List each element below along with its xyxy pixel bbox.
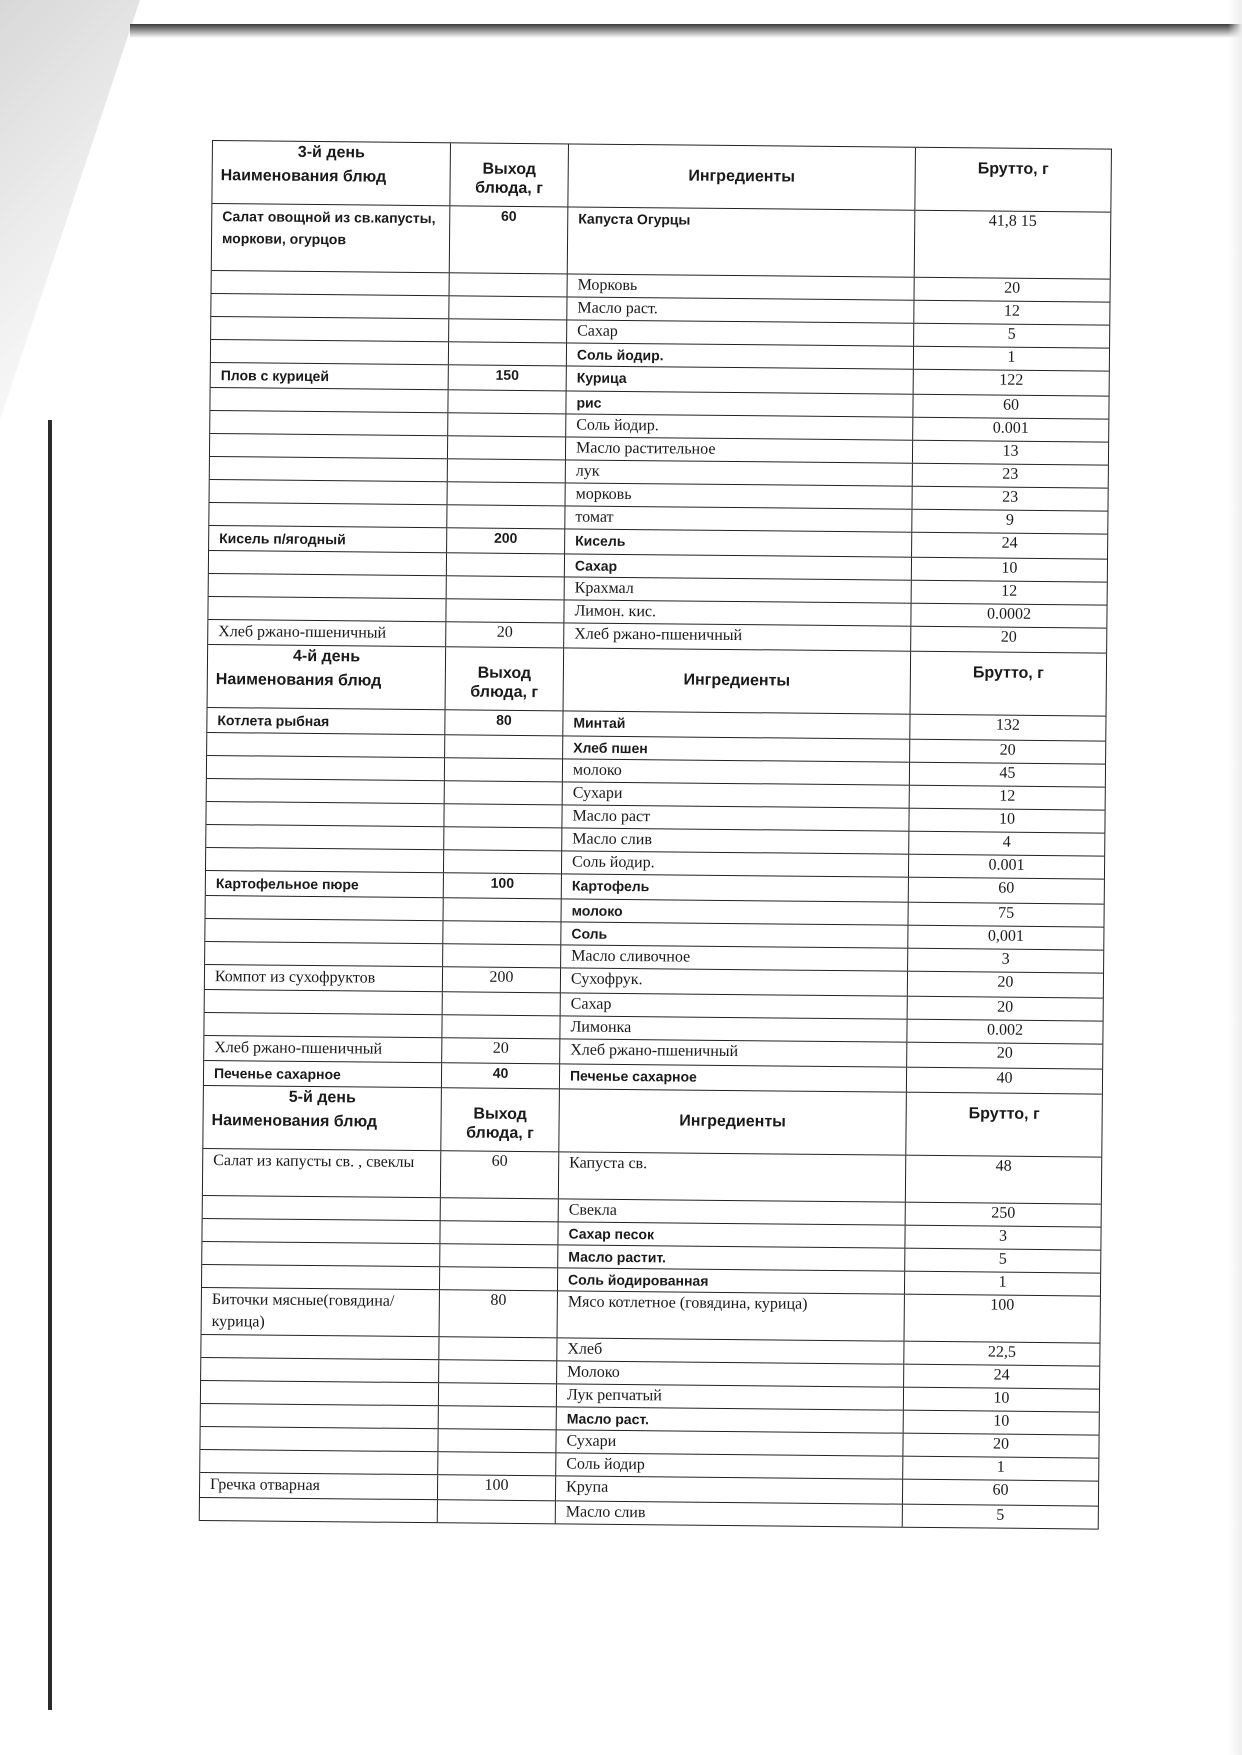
yield-cell [440,1244,558,1267]
brutto-cell: 122 [999,371,1024,389]
dish-name-cell [204,1013,442,1037]
ingredient-cell: Соль йодир. [566,414,913,439]
ingredient-cell: Соль йодир [556,1453,903,1478]
brutto-cell: 24 [1001,534,1018,552]
dish-name-cell: Компот из сухофруктов [205,965,443,991]
dish-name-cell [206,848,444,872]
yield-cell [439,1360,557,1383]
dish-name-cell: Хлеб ржано-пшеничный [208,620,446,646]
brutto-cell: 3 [998,1227,1008,1245]
dish-name-cell [202,1242,440,1266]
yield-cell [438,1429,556,1452]
yield-cell: 100 [444,873,562,898]
day-title: 5-й день [288,1088,356,1107]
yield-cell [450,273,568,296]
brutto-cell: 5 [1007,325,1016,343]
table-row [202,1288,1100,1344]
header-dish-cell [208,645,447,709]
ingredient-cell: Соль йодированная [558,1268,905,1293]
yield-cell [444,827,562,850]
table-row [212,204,1111,280]
ingredient-cell: Сухари [556,1430,903,1455]
brutto-cell: 60 [992,1481,1009,1499]
day-title: 3-й день [297,143,365,162]
ingredient-cell: лук [566,460,913,485]
header-yield-line2: блюда, г [475,179,543,198]
header-brutto: Брутто, г [972,664,1044,683]
yield-cell [443,921,561,944]
dish-name-cell [200,1498,438,1522]
ingredient-cell: Кисель [565,529,912,556]
brutto-cell: 23 [1002,488,1019,506]
yield-cell [448,459,566,482]
ingredient-cell: Масло раст. [557,1407,904,1432]
header-ingredients: Ингредиенты [564,648,912,713]
yield-cell: 100 [438,1475,556,1500]
ingredient-cell: молоко [562,899,909,924]
ingredient-cell: Масло сливочное [561,945,908,970]
ingredient-cell: Масло слив [562,828,909,853]
dish-name-cell [206,896,444,920]
ingredient-cell: Картофель [562,874,909,901]
day-section [203,645,1107,1095]
yield-cell [449,342,567,365]
ingredient-cell: Соль йодир. [567,343,914,368]
brutto-cell: 100 [990,1296,1015,1314]
ingredient-cell: Свекла [559,1199,906,1224]
ingredient-cell: Соль [561,922,908,947]
header-brutto: Брутто, г [968,1105,1040,1123]
dish-name-cell [207,733,445,757]
brutto-cell: 75 [998,904,1015,922]
brutto-cell: 250 [991,1204,1016,1222]
brutto-cell: 40 [996,1069,1013,1087]
yield-cell: 200 [447,528,565,553]
yield-cell: 80 [440,1290,558,1337]
brutto-cell: 20 [997,998,1014,1016]
ingredient-cell: Хлеб ржано-пшеничный [560,1039,907,1066]
brutto-cell: 5 [998,1250,1007,1268]
header-yield-cell [441,1088,560,1151]
yield-cell [448,482,566,505]
header-yield-line1: Выход [482,160,537,179]
yield-cell [443,992,561,1015]
brutto-cell: 12 [1003,302,1020,320]
dish-name-cell [200,1427,438,1451]
yield-cell: 60 [441,1151,559,1198]
dish-name-cell [209,551,447,575]
dish-name-cell [202,1219,440,1243]
brutto-cell: 9 [1005,511,1014,529]
yield-cell [443,944,561,967]
brutto-cell: 60 [998,879,1015,897]
ingredient-cell: морковь [566,483,913,508]
dish-name-cell: Печенье сахарное [204,1061,442,1087]
dish-name-cell: Кисель п/ягодный [209,526,447,552]
brutto-cell: 12 [1001,582,1018,600]
dish-name-cell [206,825,444,849]
yield-cell [442,1015,560,1038]
yield-cell [446,599,564,622]
ingredient-cell: Хлеб [557,1338,904,1363]
ingredient-cell: Капуста св. [559,1152,906,1201]
dish-name-cell [201,1358,439,1382]
yield-cell [448,390,566,413]
brutto-cell: 4 [1002,833,1011,851]
brutto-cell: 5 [996,1506,1005,1524]
brutto-cell: 3 [1001,950,1010,968]
dish-name-cell: Котлета рыбная [207,708,445,734]
brutto-cell: 23 [1002,465,1019,483]
dish-name-cell: Биточки мясные(говядина/курица) [202,1288,440,1336]
dish-name-cell [208,597,446,621]
dish-name-cell [210,480,448,504]
dish-name-cell [200,1450,438,1474]
yield-cell [447,576,565,599]
header-yield-line2: блюда, г [470,683,539,702]
yield-cell: 60 [450,206,569,273]
dish-name-cell [209,574,447,598]
brutto-cell: 20 [1000,628,1017,646]
yield-cell [444,850,562,873]
dish-name-cell [202,1265,440,1289]
ingredient-cell: Мясо котлетное (говядина, курица) [558,1291,905,1340]
header-dish-label: Наименования блюд [215,671,382,690]
brutto-cell: 13 [1002,442,1019,460]
dish-name-cell [205,990,443,1014]
yield-cell: 200 [443,967,561,992]
yield-cell [445,781,563,804]
yield-cell: 20 [442,1038,560,1063]
ingredient-cell: Крупа [556,1476,903,1503]
ingredient-cell: Масло растительное [566,437,913,462]
scan-right-edge [1228,0,1242,1755]
header-dish-cell [203,1086,442,1150]
yield-cell [444,898,562,921]
brutto-cell: 0,001 [987,927,1024,945]
brutto-cell: 0.002 [986,1021,1024,1039]
yield-cell [449,296,567,319]
brutto-cell: 60 [1002,396,1020,414]
brutto-cell: 20 [999,741,1016,759]
ingredient-cell: томат [565,506,912,531]
brutto-cell: 0.001 [992,419,1029,437]
brutto-cell: 132 [995,716,1021,734]
brutto-cell: 10 [1001,559,1018,577]
brutto-cell: 1 [1007,348,1016,366]
header-dish-cell [212,141,451,205]
brutto-cell: 45 [999,764,1016,782]
yield-cell [439,1383,557,1406]
yield-cell [439,1337,557,1360]
dish-name-cell [207,779,445,803]
ingredient-cell: Масло раст. [567,297,914,322]
brutto-cell: 41,8 15 [988,212,1037,230]
yield-cell [440,1267,558,1290]
yield-cell [448,436,566,459]
ingredient-cell: Сухари [563,782,910,807]
brutto-cell: 10 [993,1389,1010,1407]
dish-name-cell [210,388,448,412]
dish-name-cell [212,271,450,295]
dish-name-cell [210,411,448,435]
ingredient-cell: Печенье сахарное [560,1064,907,1091]
ingredient-cell: Масло раст [562,805,909,830]
yield-cell [447,505,565,528]
ingredient-cell: Масло растит. [558,1245,905,1270]
dish-name-cell: Хлеб ржано-пшеничный [204,1036,442,1062]
ingredient-cell: Сахар [561,993,908,1018]
header-yield-line2: блюда, г [466,1124,534,1143]
dish-name-cell [209,503,447,527]
ingredient-cell: Лимонка [560,1016,907,1041]
dish-name-cell: Картофельное пюре [206,871,444,897]
ingredient-cell: Сахар [565,554,912,579]
brutto-cell: 10 [993,1412,1010,1430]
ingredient-cell: Лук репчатый [557,1384,904,1409]
yield-cell [439,1406,557,1429]
day-header-row [203,1086,1102,1158]
header-yield-cell [446,647,565,710]
scan-top-edge [130,24,1242,38]
header-dish-label: Наименования блюд [220,167,387,186]
brutto-cell: 10 [998,810,1016,828]
day-section [207,140,1112,654]
brutto-cell: 48 [995,1157,1012,1175]
brutto-cell: 1 [998,1273,1007,1291]
header-brutto: Брутто, г [977,160,1049,179]
dish-name-cell [211,340,449,364]
menu-sheet [199,140,1112,1530]
ingredient-cell: Хлеб пшен [563,736,910,761]
dish-name-cell [210,434,448,458]
dish-name-cell [210,457,448,481]
dish-name-cell [201,1381,439,1405]
brutto-cell: 20 [997,973,1014,991]
yield-cell [445,758,563,781]
ingredient-cell: Молоко [557,1361,904,1386]
ingredient-cell: рис [566,391,913,416]
header-dish-label: Наименования блюд [211,1112,378,1131]
yield-cell: 20 [446,622,564,647]
yield-cell: 150 [449,365,567,390]
ingredient-cell: Лимон. кис. [564,600,911,625]
dish-name-cell [207,756,445,780]
brutto-cell: 1 [996,1458,1005,1476]
yield-cell [438,1500,556,1523]
yield-cell [441,1198,559,1221]
brutto-cell: 24 [993,1366,1010,1384]
dish-name-cell [211,317,449,341]
yield-cell: 80 [445,710,563,735]
ingredient-cell: Сухофрук. [561,968,908,995]
brutto-cell: 22,5 [987,1343,1016,1361]
ingredient-cell: Хлеб ржано-пшеничный [564,623,911,650]
header-ingredients: Ингредиенты [568,144,916,209]
dish-name-cell [211,294,449,318]
header-yield-cell [450,143,569,206]
day-title: 4-й день [292,647,361,666]
yield-cell: 40 [442,1063,560,1088]
ingredient-cell: Капуста Огурцы [568,207,916,276]
dish-name-cell [201,1404,439,1428]
ingredient-cell: Минтай [563,711,910,738]
table-row [203,1149,1101,1205]
dish-name-cell [205,942,443,966]
scan-left-edge [48,420,52,1710]
brutto-cell: 0.001 [988,856,1025,874]
day-header-row [208,645,1107,717]
header-yield-line1: Выход [477,664,532,683]
ingredient-cell: молоко [563,759,910,784]
brutto-cell: 20 [996,1044,1013,1062]
dish-name-cell: Салат овощной из св.капусты, моркови, огурцов [212,204,451,272]
dish-name-cell [206,802,444,826]
dish-name-cell [203,1196,441,1220]
ingredient-cell: Соль йодир. [562,851,909,876]
brutto-cell: 12 [999,787,1016,805]
dish-name-cell: Салат из капусты св. , свеклы [203,1149,441,1197]
yield-cell [444,804,562,827]
ingredient-cell: Сахар песок [558,1222,905,1247]
brutto-cell: 20 [1004,279,1021,297]
ingredient-cell: Масло слив [556,1501,903,1526]
dish-name-cell [201,1335,439,1359]
dish-name-cell: Гречка отварная [200,1473,438,1499]
paper-fold-shadow [0,0,140,420]
day-section [199,1086,1103,1530]
header-yield-line1: Выход [473,1105,527,1124]
yield-cell [448,413,566,436]
yield-cell [445,735,563,758]
yield-cell [438,1452,556,1475]
header-ingredients: Ингредиенты [559,1089,907,1154]
dish-name-cell: Плов с курицей [211,363,449,389]
yield-cell [447,553,565,576]
brutto-cell: 0.0002 [986,605,1032,623]
ingredient-cell: Сахар [567,320,914,345]
ingredient-cell: Морковь [568,274,915,299]
ingredient-cell: Курица [567,366,914,393]
brutto-cell: 20 [992,1435,1010,1453]
ingredient-cell: Крахмал [565,577,912,602]
dish-name-cell [205,919,443,943]
yield-cell [449,319,567,342]
day-header-row [212,141,1111,213]
yield-cell [440,1221,558,1244]
